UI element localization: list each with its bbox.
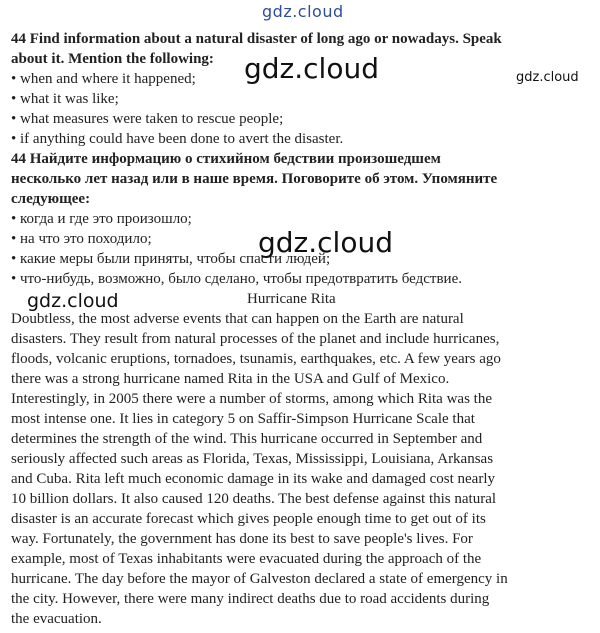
essay-line: disaster is an accurate forecast which gives people enough time to get out of its: [11, 511, 486, 527]
russian-bullet: • на что это походило;: [11, 229, 591, 249]
english-task-heading-2: about it. Mention the following:: [11, 51, 214, 67]
essay-line: seriously affected such areas as Florida, Texas, Mississippi, Louisiana, Arkansas: [11, 451, 494, 467]
watermark-large-1: gdz.cloud: [244, 52, 379, 85]
english-bullet: • what it was like;: [11, 89, 591, 109]
essay-line: way. Fortunately, the government has done its best to save people's lives. For: [11, 531, 473, 547]
watermark-medium-1: gdz.cloud: [27, 290, 119, 312]
essay-title: Hurricane Rita: [247, 291, 336, 307]
watermark-small-1: gdz.cloud: [516, 70, 579, 85]
essay-line: most intense one. It lies in category 5 on Saffir-Simpson Hurricane Scale that: [11, 411, 475, 427]
document-page: [11, 29, 591, 629]
essay-line: the city. However, there were many indirect deaths due to road accidents during: [11, 591, 490, 607]
english-bullet: • if anything could have been done to avert the disaster.: [11, 129, 591, 149]
essay-line: disasters. They result from natural processes of the planet and include hurricanes,: [11, 331, 500, 347]
essay-line: hurricane. The day before the mayor of Galveston declared a state of emergency in: [11, 571, 508, 587]
english-bullet: • what measures were taken to rescue people;: [11, 109, 591, 129]
essay-line: Interestingly, in 2005 there were a number of storms, among which Rita was the: [11, 391, 492, 407]
essay-line: determines the strength of the wind. This hurricane occurred in September and: [11, 431, 483, 447]
essay-line: there was a strong hurricane named Rita in the USA and Gulf of Mexico.: [11, 371, 450, 387]
russian-task-heading-1: 44 Найдите информацию о стихийном бедствии произошедшем: [11, 151, 441, 167]
english-task-heading-1: 44 Find information about a natural disaster of long ago or nowadays. Speak: [11, 31, 502, 47]
english-bullet: • when and where it happened;: [11, 69, 591, 89]
essay-line: the evacuation.: [11, 611, 102, 627]
essay-line: and Cuba. Rita left much economic damage in its wake and damaged cost nearly: [11, 471, 496, 487]
watermark-large-2: gdz.cloud: [258, 226, 393, 259]
essay-line: floods, volcanic eruptions, tornadoes, tsunamis, earthquakes, etc. A few years ago: [11, 351, 501, 367]
essay-line: Doubtless, the most adverse events that can happen on the Earth are natural: [11, 311, 464, 327]
russian-task-heading-2: несколько лет назад или в наше время. Поговорите об этом. Упомяните: [11, 171, 498, 187]
watermark-top: gdz.cloud: [262, 2, 344, 21]
russian-bullet: • какие меры были приняты, чтобы спасти людей;: [11, 249, 591, 269]
essay-line: example, most of Texas inhabitants were evacuated during the approach of the: [11, 551, 482, 567]
russian-bullet: • когда и где это произошло;: [11, 209, 591, 229]
russian-bullet: • что-нибудь, возможно, было сделано, чтобы предотвратить бедствие.: [11, 269, 591, 289]
essay-line: 10 billion dollars. It also caused 120 deaths. The best defense against this natural: [11, 491, 497, 507]
russian-task-heading-3: следующее:: [11, 191, 91, 207]
